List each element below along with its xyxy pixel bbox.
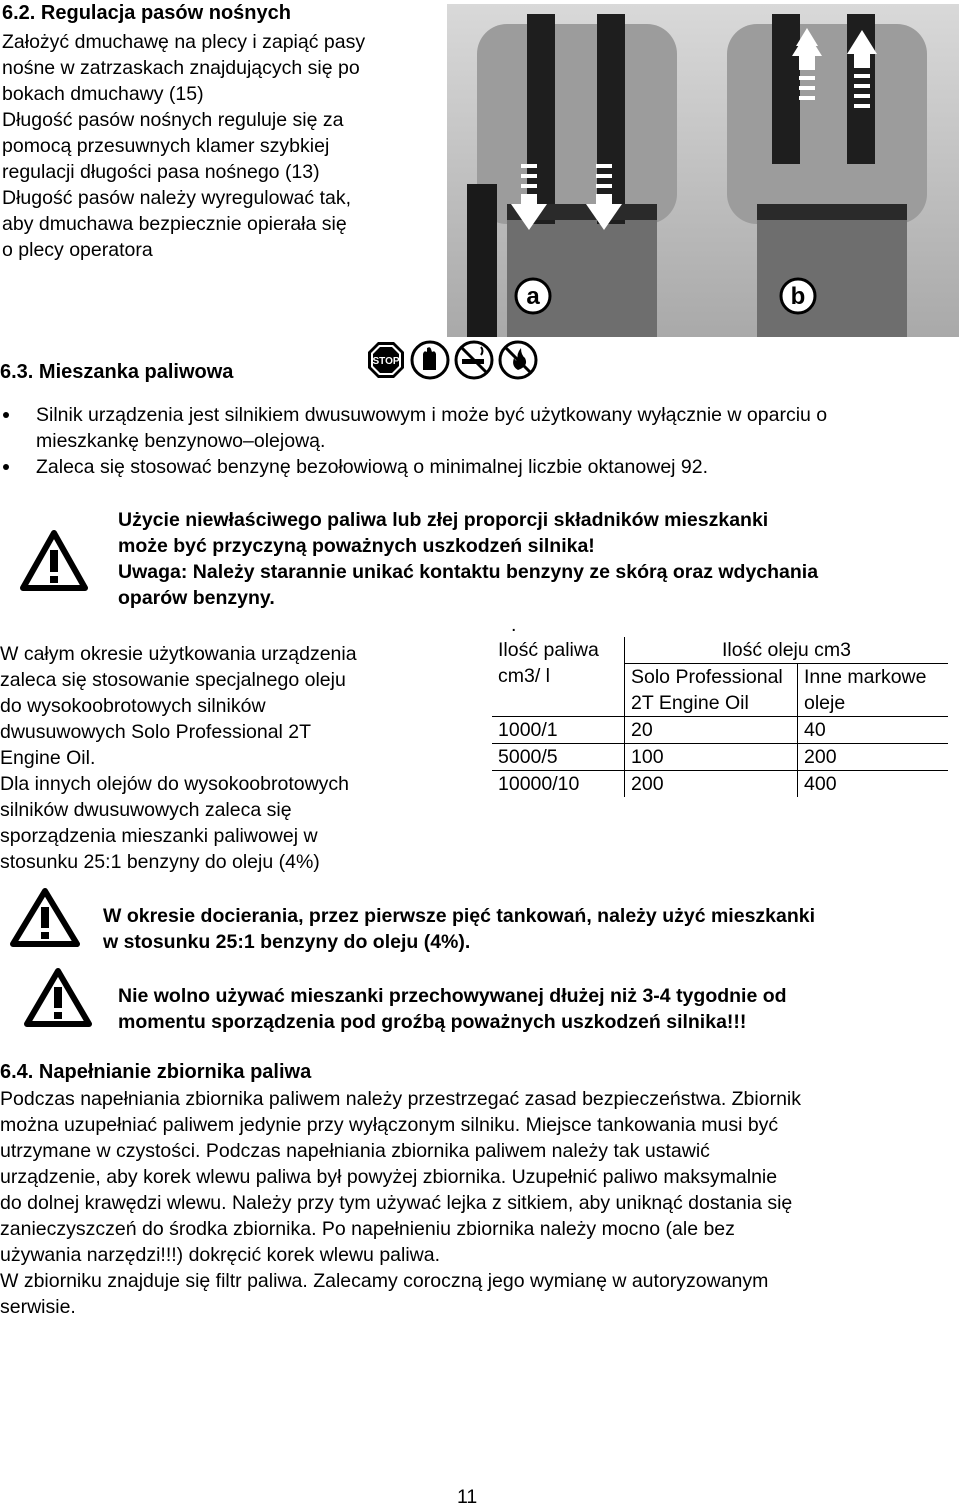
warning-triangle-icon (20, 530, 88, 592)
table-cell: 1000/1 (492, 717, 625, 744)
text-line: do dolnej krawędzi wlewu. Należy przy tym używać lejka z sitkiem, aby uniknąć dostania się (0, 1192, 793, 1214)
table-header-other: Inne markowe oleje (804, 666, 927, 714)
text-line: Podczas napełniania zbiornika paliwem należy przestrzegać zasad bezpieczeństwa. Zbiornik (0, 1088, 802, 1110)
text-line: używania narzędzi!!!) dokręcić korek wlewu paliwa. (0, 1244, 441, 1266)
text-line: momentu sporządzenia pod groźbą poważnych uszkodzeń silnika!!! (118, 1011, 747, 1033)
fuel-mix-table (492, 637, 948, 797)
photo-label-a: a (526, 283, 540, 310)
text-line: w stosunku 25:1 benzyny do oleju (4%). (103, 931, 471, 953)
text-line: Użycie niewłaściwego paliwa lub złej proporcji składników mieszkanki (118, 509, 769, 531)
text-line: zaleca się stosowanie specjalnego oleju (0, 669, 346, 691)
photo-label-b: b (790, 283, 806, 310)
text-line: dwusuwowych Solo Professional 2T (0, 721, 312, 743)
gloves-icon (412, 342, 448, 378)
page-number: 11 (457, 1486, 478, 1508)
table-header-oil: Ilość oleju cm3 (625, 637, 949, 664)
fuel-bullet-list (0, 402, 900, 480)
table-row (492, 717, 948, 744)
section-6-4-heading: 6.4. Napełnianie zbiornika paliwa (0, 1061, 312, 1083)
text-line: Długość pasów nośnych reguluje się za (2, 109, 344, 131)
table-cell: 5000/5 (492, 744, 625, 771)
table-cell: 100 (625, 744, 798, 771)
warning-storage (118, 983, 948, 1035)
text-line: do wysokoobrotowych silników (0, 695, 266, 717)
text-line: Dla innych olejów do wysokoobrotowych (0, 773, 350, 795)
text-line: regulacji długości pasa nośnego (13) (2, 161, 320, 183)
text-line: serwisie. (0, 1296, 76, 1318)
text-line: nośne w zatrzaskach znajdujących się po (2, 57, 360, 79)
text-line: sporządzenia mieszanki paliwowej w (0, 825, 318, 847)
no-open-flame-icon (500, 342, 536, 378)
table-cell: 200 (798, 744, 949, 771)
text-line: W całym okresie użytkowania urządzenia (0, 643, 357, 665)
table-header-solo: Solo Professional 2T Engine Oil (625, 664, 798, 717)
table-dot: . (511, 614, 517, 636)
list-item: Silnik urządzenia jest silnikiem dwusuwowym i może być użytkowany wyłącznie w oparciu o mieszkankę benzynowo–olejową. (0, 402, 900, 454)
table-header-fuel: Ilość paliwa cm3/ l (492, 637, 625, 717)
text-line: Długość pasów należy wyregulować tak, (2, 187, 352, 209)
stop-sign-text: STOP (372, 356, 400, 367)
text-line: urządzenie, aby korek wlewu paliwa był powyżej zbiornika. Uzupełnić paliwo maksymalnie (0, 1166, 778, 1188)
text-line: stosunku 25:1 benzyny do oleju (4%) (0, 851, 320, 873)
text-line: silników dwusuwowych zaleca się (0, 799, 292, 821)
section-6-4-text (0, 1086, 958, 1320)
warning-triangle-icon (24, 968, 92, 1028)
section-6-3-heading: 6.3. Mieszanka paliwowa (0, 361, 234, 383)
text-line: zanieczyszczeń do środka zbiornika. Po napełnieniu zbiornika należy mocno (ale bez (0, 1218, 735, 1240)
warning-break-in (103, 903, 953, 955)
warning-triangle-icon (10, 888, 80, 948)
section-6-2-heading: 6.2. Regulacja pasów nośnych (2, 2, 291, 24)
table-cell: 200 (625, 771, 798, 798)
section-6-2-text (2, 29, 442, 263)
text-line: można uzupełniać paliwem jedynie przy wyłączonym silniku. Miejsce tankowania musi być (0, 1114, 779, 1136)
safety-icons (366, 340, 540, 380)
stop-sign-icon (368, 342, 404, 378)
text-line: aby dmuchawa bezpiecznie opierała się (2, 213, 347, 235)
table-row (492, 771, 948, 798)
no-smoking-icon (456, 342, 492, 378)
text-line: utrzymane w czystości. Podczas napełniania zbiornika paliwem należy tak ustawić (0, 1140, 710, 1162)
table-row (492, 744, 948, 771)
text-line: Engine Oil. (0, 747, 96, 769)
harness-photo-illustration (447, 4, 959, 337)
harness-adjustment-photo (447, 4, 959, 337)
oil-recommendation-text (0, 641, 460, 875)
text-line: Założyć dmuchawę na plecy i zapiąć pasy (2, 31, 366, 53)
table-cell: 20 (625, 717, 798, 744)
table-cell: 40 (798, 717, 949, 744)
text-line: W zbiorniku znajduje się filtr paliwa. Zalecamy coroczną jego wymianę w autoryzowanym (0, 1270, 769, 1292)
text-line: W okresie docierania, przez pierwsze pięć tankowań, należy użyć mieszkanki (103, 905, 816, 927)
table-cell: 10000/10 (492, 771, 625, 798)
text-line: może być przyczyną poważnych uszkodzeń silnika! (118, 535, 595, 557)
warning-improper-fuel (118, 507, 958, 611)
list-item: Zaleca się stosować benzynę bezołowiową o minimalnej liczbie oktanowej 92. (0, 454, 900, 480)
table-cell: 400 (798, 771, 949, 798)
text-line: o plecy operatora (2, 239, 153, 261)
text-line: bokach dmuchawy (15) (2, 83, 204, 105)
text-line: Uwaga: Należy starannie unikać kontaktu benzyny ze skórą oraz wdychania (118, 561, 819, 583)
text-line: pomocą przesuwnych klamer szybkiej (2, 135, 330, 157)
text-line: oparów benzyny. (118, 587, 275, 609)
text-line: Nie wolno używać mieszanki przechowywanej dłużej niż 3-4 tygodnie od (118, 985, 787, 1007)
